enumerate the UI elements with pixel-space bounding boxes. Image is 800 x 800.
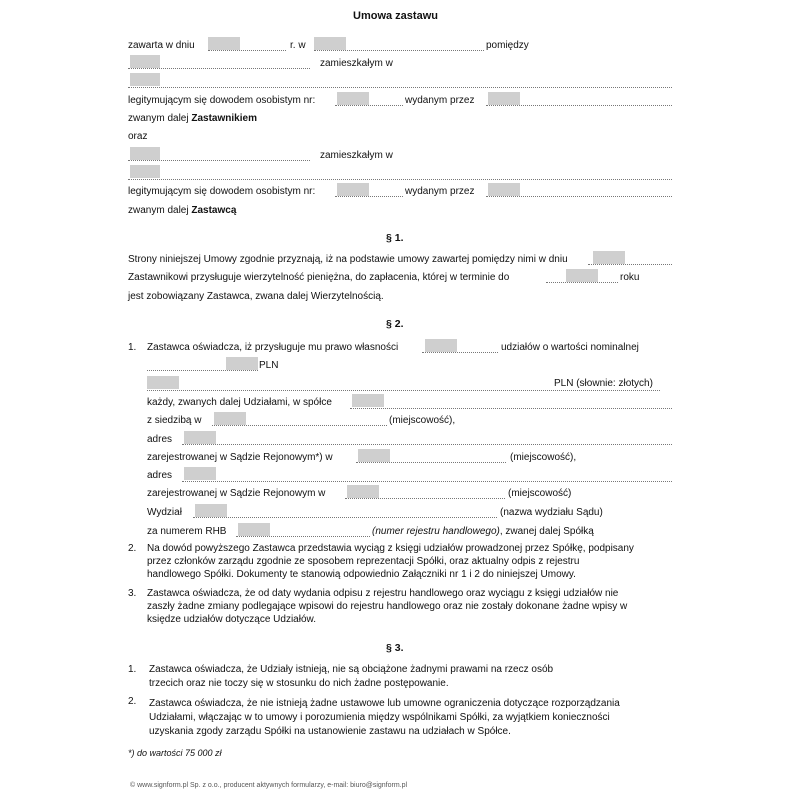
- date-field[interactable]: [208, 37, 240, 50]
- nominal-value-field[interactable]: [226, 357, 258, 370]
- pledgor-address-field[interactable]: [130, 73, 160, 86]
- pledgor-address-line: [128, 87, 672, 88]
- rhb-field[interactable]: [238, 523, 270, 536]
- address-field-2[interactable]: [184, 467, 216, 480]
- pledgor-name: Zastawnikiem: [191, 113, 257, 124]
- pledgee-address-field[interactable]: [130, 165, 160, 178]
- nominal-value-line: [147, 370, 258, 371]
- contract-date-line: [588, 264, 672, 265]
- resident-label: zamieszkałym w: [320, 58, 393, 69]
- total-value-field[interactable]: [147, 376, 179, 389]
- pledgor-name-line: [128, 68, 310, 69]
- and-label: oraz: [128, 131, 148, 142]
- document-title: Umowa zastawu: [353, 10, 438, 22]
- between-label: pomiędzy: [486, 40, 529, 51]
- pln-words-label: PLN (słownie: złotych): [554, 378, 653, 389]
- no-changes-line-3: księdze udziałów dotyczące Udziałów.: [147, 614, 316, 625]
- pledgee-prefix: zwanym dalej: [128, 205, 189, 216]
- place-field[interactable]: [314, 37, 346, 50]
- pledgor-prefix: zwanym dalej: [128, 113, 189, 124]
- company-field[interactable]: [352, 394, 384, 407]
- locality-label-3: (miejscowość): [508, 488, 572, 499]
- address-field[interactable]: [184, 431, 216, 444]
- address-line-2: [182, 481, 672, 482]
- court-line: [356, 462, 506, 463]
- issued-by-label: wydanym przez: [405, 95, 475, 106]
- company-label: każdy, zwanych dalej Udziałami, w spółce: [147, 397, 332, 408]
- evidence-line-1: Na dowód powyższego Zastawca przedstawia wyciąg z księgi udziałów prowadzonej przez Spółkę, podpisany: [147, 543, 634, 554]
- no-restrictions-line-3: uzyskania zgody zarządu Spółki na ustanowienie zastawu na udziałach w Spółce.: [149, 726, 511, 737]
- pln-label: PLN: [259, 360, 279, 371]
- due-date-line: [546, 282, 618, 283]
- resident-label-2: zamieszkałym w: [320, 150, 393, 161]
- evidence-line-2: przez członków zarządu zgodnie ze sposobem reprezentacji Spółki, oraz aktualny odpis z rejestru: [147, 556, 580, 567]
- id-number-field-2[interactable]: [337, 183, 369, 196]
- year-suffix: roku: [620, 272, 640, 283]
- issued-by-label-2: wydanym przez: [405, 186, 475, 197]
- id-number-line-2: [335, 196, 403, 197]
- court-field[interactable]: [358, 449, 390, 462]
- seat-field[interactable]: [214, 412, 246, 425]
- no-restrictions-line-1: Zastawca oświadcza, że nie istnieją żadne ustawowe lub umowne ograniczenia dotyczące rozporządzania: [149, 698, 620, 709]
- item-number-3: 3.: [128, 588, 137, 599]
- pledgee-called: [128, 205, 236, 216]
- no-restrictions-line-2: Udziałami, włączając w to umowy i porozumienia między wspólnikami Spółki, za wyjątkiem konieczności: [149, 712, 610, 723]
- registered-star-label: zarejestrowanej w Sądzie Rejonowym*) w: [147, 452, 333, 463]
- contract-date-field[interactable]: [593, 251, 625, 264]
- section-1-line-1: Strony niniejszej Umowy zgodnie przyznają, iż na podstawie umowy zawartej pomiędzy nimi w dniu: [128, 254, 568, 265]
- seat-line: [212, 425, 387, 426]
- shares-count-line: [422, 352, 498, 353]
- footnote: *) do wartości 75 000 zł: [128, 748, 222, 758]
- shares-exist-line-2: trzecich oraz nie toczy się w stosunku do nich żadne postępowanie.: [149, 678, 449, 689]
- locality-label: (miejscowość),: [389, 415, 456, 426]
- department-field[interactable]: [195, 504, 227, 517]
- address-label: adres: [147, 434, 173, 445]
- year-in-label: r. w: [290, 40, 306, 51]
- rhb-label: za numerem RHB: [147, 526, 227, 537]
- court-line-2: [345, 498, 505, 499]
- section-3-heading: § 3.: [386, 642, 404, 654]
- department-name-label: (nazwa wydziału Sądu): [500, 507, 603, 518]
- rhb-note: [372, 526, 594, 537]
- issuer-line: [486, 105, 672, 106]
- place-line: [314, 50, 484, 51]
- department-label: Wydział: [147, 507, 182, 518]
- shares-count-field[interactable]: [425, 339, 457, 352]
- section-1-line-3: jest zobowiązany Zastawca, zwana dalej Wierzytelnością.: [128, 291, 384, 302]
- pledgee-address-line: [128, 179, 672, 180]
- item-number: 1.: [128, 342, 137, 353]
- seat-label: z siedzibą w: [147, 415, 202, 426]
- item-number-s3-1: 1.: [128, 664, 137, 675]
- item-number-2: 2.: [128, 543, 137, 554]
- pledgee-name: Zastawcą: [191, 205, 237, 216]
- ownership-text: Zastawca oświadcza, iż przysługuje mu prawo własności: [147, 342, 399, 353]
- id-card-label: legitymującym się dowodem osobistym nr:: [128, 95, 316, 106]
- pledgee-name-field[interactable]: [130, 147, 160, 160]
- id-number-line: [335, 105, 403, 106]
- pledgee-name-line: [128, 160, 310, 161]
- section-1-heading: § 1.: [386, 232, 404, 244]
- date-line: [208, 50, 286, 51]
- locality-label-2: (miejscowość),: [510, 452, 577, 463]
- address-label-2: adres: [147, 470, 173, 481]
- id-number-field[interactable]: [337, 92, 369, 105]
- page-footer: © www.signform.pl Sp. z o.o., producent aktywnych formularzy, e-mail: biuro@signform.pl: [130, 782, 408, 789]
- issuer-field-2[interactable]: [488, 183, 520, 196]
- rhb-line: [236, 536, 370, 537]
- item-number-s3-2: 2.: [128, 696, 137, 707]
- pledgor-name-field[interactable]: [130, 55, 160, 68]
- no-changes-line-2: zaszły żadne zmiany podlegające wpisowi do rejestru handlowego oraz nie zostały dokonane żadne wpisy w: [147, 601, 628, 612]
- shares-exist-line-1: Zastawca oświadcza, że Udziały istnieją, nie są obciążone żadnymi prawami na rzecz osób: [149, 664, 554, 675]
- due-date-field[interactable]: [566, 269, 598, 282]
- total-value-line: [147, 390, 660, 391]
- rhb-suffix: , zwanej dalej Spółką: [499, 526, 594, 537]
- department-line: [193, 517, 497, 518]
- issuer-line-2: [486, 196, 672, 197]
- evidence-line-3: handlowego Spółki. Dokumenty te stanowią odpowiednio Załączniki nr 1 i 2 do niniejszej Umowy.: [147, 569, 576, 580]
- issuer-field[interactable]: [488, 92, 520, 105]
- court-field-2[interactable]: [347, 485, 379, 498]
- section-1-line-2: Zastawnikowi przysługuje wierzytelność pieniężna, do zapłacenia, której w terminie do: [128, 272, 510, 283]
- id-card-label-2: legitymującym się dowodem osobistym nr:: [128, 186, 316, 197]
- section-2-heading: § 2.: [386, 318, 404, 330]
- rhb-note-text: (numer rejestru handlowego): [372, 526, 500, 537]
- concluded-on-label: zawarta w dniu: [128, 40, 195, 51]
- nominal-value-label: udziałów o wartości nominalnej: [501, 342, 639, 353]
- address-line: [182, 444, 672, 445]
- pledgor-called: [128, 113, 257, 124]
- no-changes-line-1: Zastawca oświadcza, że od daty wydania odpisu z rejestru handlowego oraz wyciągu z księgi udziałów nie: [147, 588, 619, 599]
- company-line: [350, 408, 672, 409]
- registered-label: zarejestrowanej w Sądzie Rejonowym w: [147, 488, 326, 499]
